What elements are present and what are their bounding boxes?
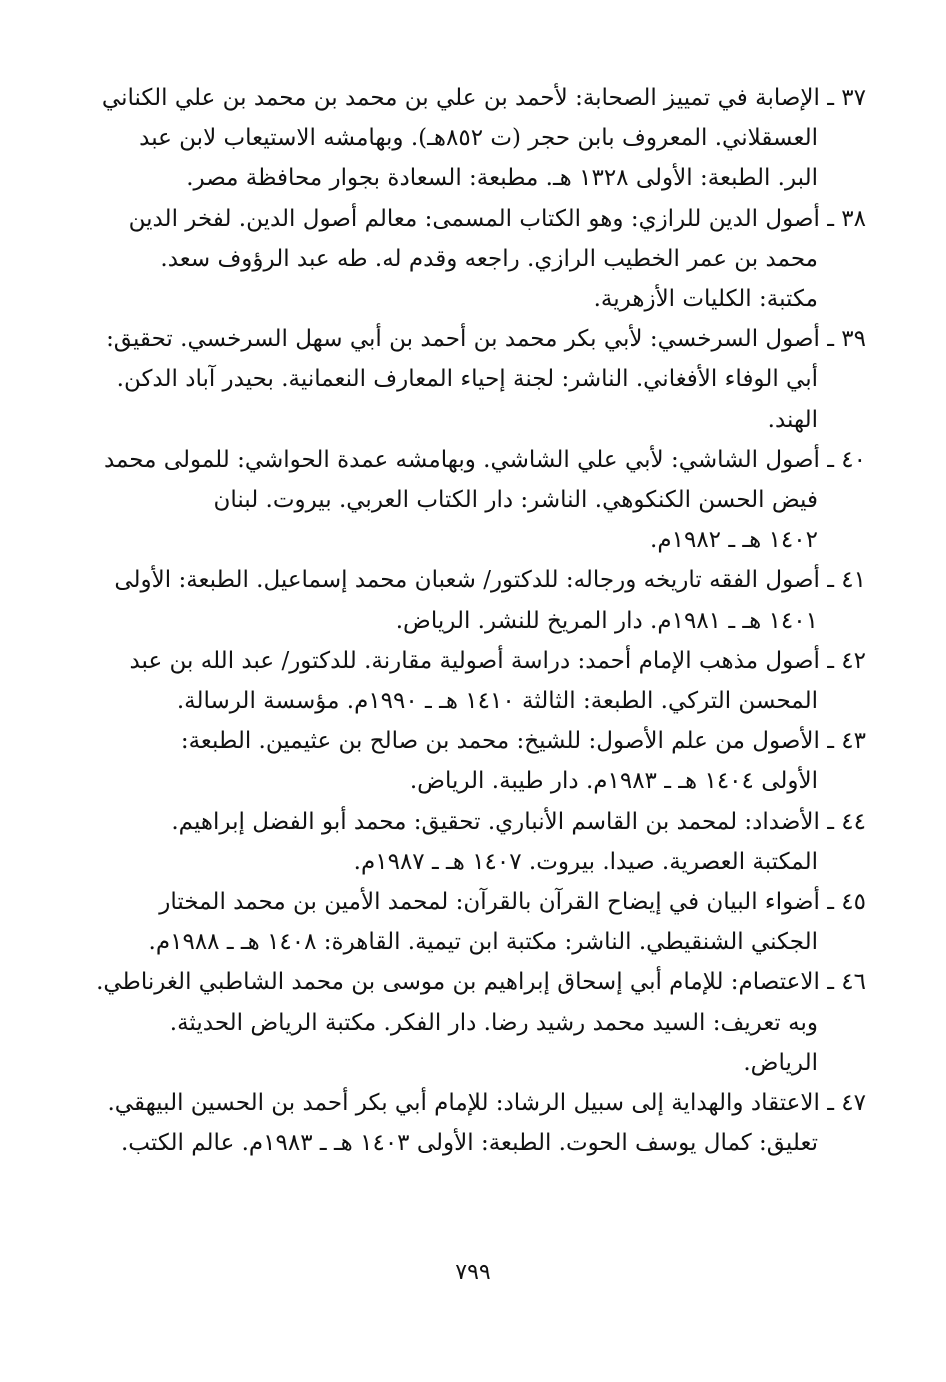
reference-first-line <box>81 319 866 359</box>
reference-text: المكتبة العصرية. صيدا. بيروت. ١٤٠٧ هـ ـ ١٩٨٧م. <box>353 849 818 875</box>
reference-continuation-line <box>81 1123 818 1163</box>
reference-continuation-line <box>81 842 818 882</box>
reference-continuation-line <box>81 520 818 560</box>
reference-text: أصول مذهب الإمام أحمد: دراسة أصولية مقارنة. للدكتور/ عبد الله بن عبد <box>129 648 820 674</box>
page-number: ٧٩٩ <box>455 1260 491 1285</box>
reference-first-line <box>81 962 866 1002</box>
reference-text: الجكني الشنقيطي. الناشر: مكتبة ابن تيمية. القاهرة: ١٤٠٨ هـ ـ ١٩٨٨م. <box>148 929 818 955</box>
reference-continuation-line <box>81 400 818 440</box>
reference-continuation-line <box>81 239 818 279</box>
reference-text: الأصول من علم الأصول: للشيخ: محمد بن صالح بن عثيمين. الطبعة: <box>180 728 820 754</box>
reference-first-line <box>81 802 866 842</box>
reference-continuation-line <box>81 601 818 641</box>
reference-text: البر. الطبعة: الأولى ١٣٢٨ هـ. مطبعة: السعادة بجوار محافظة مصر. <box>186 165 818 191</box>
reference-number: ٤٥ ـ <box>827 889 866 915</box>
reference-first-line <box>81 199 866 239</box>
reference-text: أبي الوفاء الأفغاني. الناشر: لجنة إحياء المعارف النعمانية. بحيدر آباد الدكن. <box>116 366 818 392</box>
reference-text: الاعتصام: للإمام أبي إسحاق إبراهيم بن موسى بن محمد الشاطبي الغرناطي. <box>96 969 820 995</box>
reference-text: محمد بن عمر الخطيب الرازي. راجعه وقدم له. طه عبد الرؤوف سعد. <box>160 246 818 272</box>
reference-text: الأولى ١٤٠٤ هـ ـ ١٩٨٣م. دار طيبة. الرياض. <box>409 768 818 794</box>
reference-first-line <box>81 440 866 480</box>
reference-first-line <box>81 560 866 600</box>
reference-number: ٤٢ ـ <box>827 648 866 674</box>
reference-continuation-line <box>81 1003 818 1043</box>
reference-text: العسقلاني. المعروف بابن حجر (ت ٨٥٢هـ). وبهامشه الاستيعاب لابن عبد <box>139 125 818 151</box>
reference-text: الرياض. <box>743 1050 818 1076</box>
reference-first-line <box>81 721 866 761</box>
reference-first-line <box>81 641 866 681</box>
reference-number: ٣٩ ـ <box>827 326 866 352</box>
reference-text: الأضداد: لمحمد بن القاسم الأنباري. تحقيق: محمد أبو الفضل إبراهيم. <box>171 809 820 835</box>
reference-first-line <box>81 1083 866 1123</box>
reference-text: أصول الفقه تاريخه ورجاله: للدكتور/ شعبان محمد إسماعيل. الطبعة: الأولى <box>114 567 820 593</box>
reference-text: الهند. <box>767 407 818 433</box>
reference-text: الإصابة في تمييز الصحابة: لأحمد بن علي بن محمد بن محمد بن علي الكناني <box>101 85 820 111</box>
reference-text: المحسن التركي. الطبعة: الثالثة ١٤١٠ هـ ـ ١٩٩٠م. مؤسسة الرسالة. <box>176 688 818 714</box>
reference-number: ٤٣ ـ <box>827 728 866 754</box>
reference-text: أصول الشاشي: لأبي علي الشاشي. وبهامشه عمدة الحواشي: للمولى محمد <box>103 447 820 473</box>
reference-continuation-line <box>81 1043 818 1083</box>
reference-number: ٤٧ ـ <box>827 1090 866 1116</box>
reference-text: مكتبة: الكليات الأزهرية. <box>593 286 818 312</box>
reference-text: تعليق: كمال يوسف الحوت. الطبعة: الأولى ١٤٠٣ هـ ـ ١٩٨٣م. عالم الكتب. <box>121 1130 818 1156</box>
reference-number: ٤٤ ـ <box>827 809 866 835</box>
reference-text: فيض الحسن الكنكوهي. الناشر: دار الكتاب العربي. بيروت. لبنان <box>213 487 818 513</box>
reference-number: ٤١ ـ <box>827 567 866 593</box>
reference-continuation-line <box>81 279 818 319</box>
reference-number: ٤٦ ـ <box>827 969 866 995</box>
reference-text: وبه تعريف: السيد محمد رشيد رضا. دار الفكر. مكتبة الرياض الحديثة. <box>169 1010 818 1036</box>
reference-text: أصول الدين للرازي: وهو الكتاب المسمى: معالم أصول الدين. لفخر الدين <box>128 206 820 232</box>
reference-number: ٤٠ ـ <box>827 447 866 473</box>
reference-number: ٣٨ ـ <box>827 206 866 232</box>
reference-continuation-line <box>81 118 818 158</box>
reference-number: ٣٧ ـ <box>827 85 866 111</box>
reference-text: أضواء البيان في إيضاح القرآن بالقرآن: لمحمد الأمين بن محمد المختار <box>159 889 820 915</box>
reference-continuation-line <box>81 480 818 520</box>
reference-first-line <box>81 882 866 922</box>
reference-continuation-line <box>81 681 818 721</box>
reference-text: ١٤٠١ هـ ـ ١٩٨١م. دار المريخ للنشر. الرياض. <box>395 608 818 634</box>
reference-text: أصول السرخسي: لأبي بكر محمد بن أحمد بن أبي سهل السرخسي. تحقيق: <box>106 326 820 352</box>
reference-continuation-line <box>81 761 818 801</box>
reference-first-line <box>81 78 866 118</box>
reference-continuation-line <box>81 922 818 962</box>
reference-continuation-line <box>81 158 818 198</box>
reference-text: الاعتقاد والهداية إلى سبيل الرشاد: للإمام أبي بكر أحمد بن الحسين البيهقي. <box>107 1090 820 1116</box>
reference-text: ١٤٠٢ هـ ـ ١٩٨٢م. <box>650 527 818 553</box>
reference-continuation-line <box>81 359 818 399</box>
